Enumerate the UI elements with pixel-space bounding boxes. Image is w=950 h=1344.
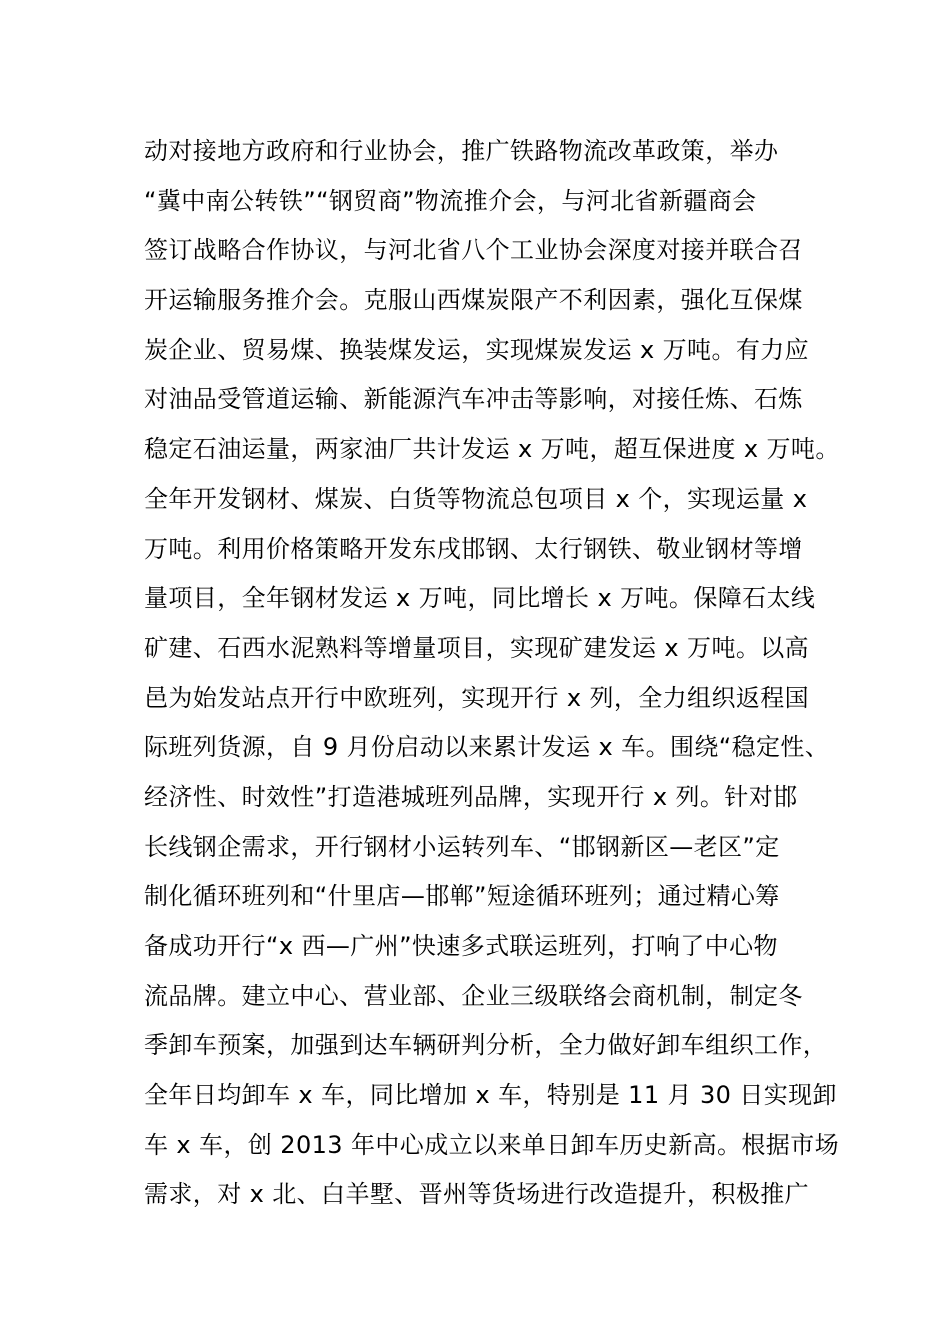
text-line: 流品牌。建立中心、营业部、企业三级联络会商机制，制定冬 <box>144 981 803 1010</box>
text-line: 对油品受管道运输、新能源汽车冲击等影响，对接任炼、石炼 <box>144 385 803 414</box>
text-line: 万吨。利用价格策略开发东戌邯钢、太行钢铁、敬业钢材等增 <box>144 534 803 563</box>
text-line: 稳定石油运量，两家油厂共计发运 x 万吨，超互保进度 x 万吨。 <box>144 435 840 464</box>
text-line: 制化循环班列和“什里店—邯郸”短途循环班列；通过精心筹 <box>144 882 780 911</box>
text-line: 车 x 车，创 2013 年中心成立以来单日卸车历史新高。根据市场 <box>144 1130 839 1159</box>
text-line: “冀中南公转铁”“钢贸商”物流推介会，与河北省新疆商会 <box>144 186 757 215</box>
text-line: 际班列货源，自 9 月份启动以来累计发运 x 车。围绕“稳定性、 <box>144 733 830 762</box>
text-line: 长线钢企需求，开行钢材小运转列车、“邯钢新区—老区”定 <box>144 832 780 861</box>
text-line: 炭企业、贸易煤、换装煤发运，实现煤炭发运 x 万吨。有力应 <box>144 335 810 364</box>
text-line: 全年开发钢材、煤炭、白货等物流总包项目 x 个，实现运量 x <box>144 484 808 513</box>
text-line: 全年日均卸车 x 车，同比增加 x 车，特别是 11 月 30 日实现卸 <box>144 1081 837 1110</box>
text-line: 签订战略合作协议，与河北省八个工业协会深度对接并联合召 <box>144 236 803 265</box>
text-line: 矿建、石西水泥熟料等增量项目，实现矿建发运 x 万吨。以高 <box>144 633 810 662</box>
text-line: 动对接地方政府和行业协会，推广铁路物流改革政策，举办 <box>144 137 779 165</box>
text-line: 需求，对 x 北、白羊墅、晋州等货场进行改造提升，积极推广 <box>144 1180 810 1209</box>
text-line: 经济性、时效性”打造港城班列品牌，实现开行 x 列。针对邯 <box>144 782 798 811</box>
text-line: 开运输服务推介会。克服山西煤炭限产不利因素，强化互保煤 <box>144 286 803 315</box>
body-paragraph <box>144 127 840 1220</box>
text-line: 备成功开行“x 西—广州”快速多式联运班列，打响了中心物 <box>144 932 778 960</box>
text-line: 季卸车预案，加强到达车辆研判分析，全力做好卸车组织工作， <box>144 1031 828 1060</box>
text-line: 量项目，全年钢材发运 x 万吨，同比增长 x 万吨。保障石太线 <box>144 584 816 613</box>
text-line: 邑为始发站点开行中欧班列，实现开行 x 列，全力组织返程国 <box>144 683 810 712</box>
